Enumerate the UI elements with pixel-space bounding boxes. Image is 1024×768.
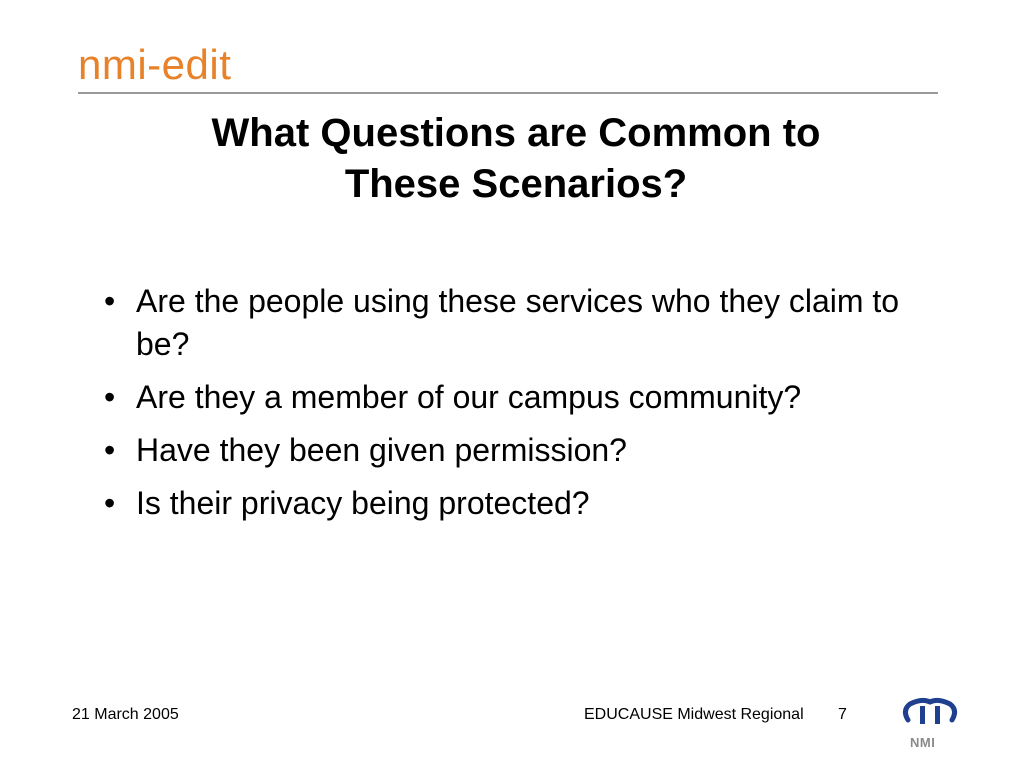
bullet-mark: •	[104, 485, 116, 521]
bullet-item	[100, 482, 930, 525]
bullet-text: Is their privacy being protected?	[136, 485, 590, 521]
page-number: 7	[838, 706, 847, 723]
bullet-item	[100, 429, 930, 472]
bullet-item	[100, 376, 930, 419]
title-line-2: These Scenarios?	[344, 162, 688, 206]
footer-date: 21 March 2005	[72, 706, 179, 723]
bullet-list	[100, 280, 930, 535]
bullet-text: Are the people using these services who they claim to be?	[136, 283, 900, 362]
bullet-mark: •	[104, 379, 116, 415]
brand-title: nmi-edit	[78, 41, 232, 88]
bullet-item	[100, 280, 930, 366]
bullet-text: Have they been given permission?	[136, 432, 627, 468]
header-divider	[78, 92, 938, 94]
bullet-text: Are they a member of our campus community?	[136, 379, 802, 415]
logo-wordmark: NMI	[910, 735, 936, 750]
bullet-mark: •	[104, 283, 116, 319]
footer-event: EDUCAUSE Midwest Regional	[584, 706, 804, 723]
slide-title	[80, 108, 952, 210]
title-line-1: What Questions are Common to	[211, 111, 821, 155]
bullet-mark: •	[104, 432, 116, 468]
